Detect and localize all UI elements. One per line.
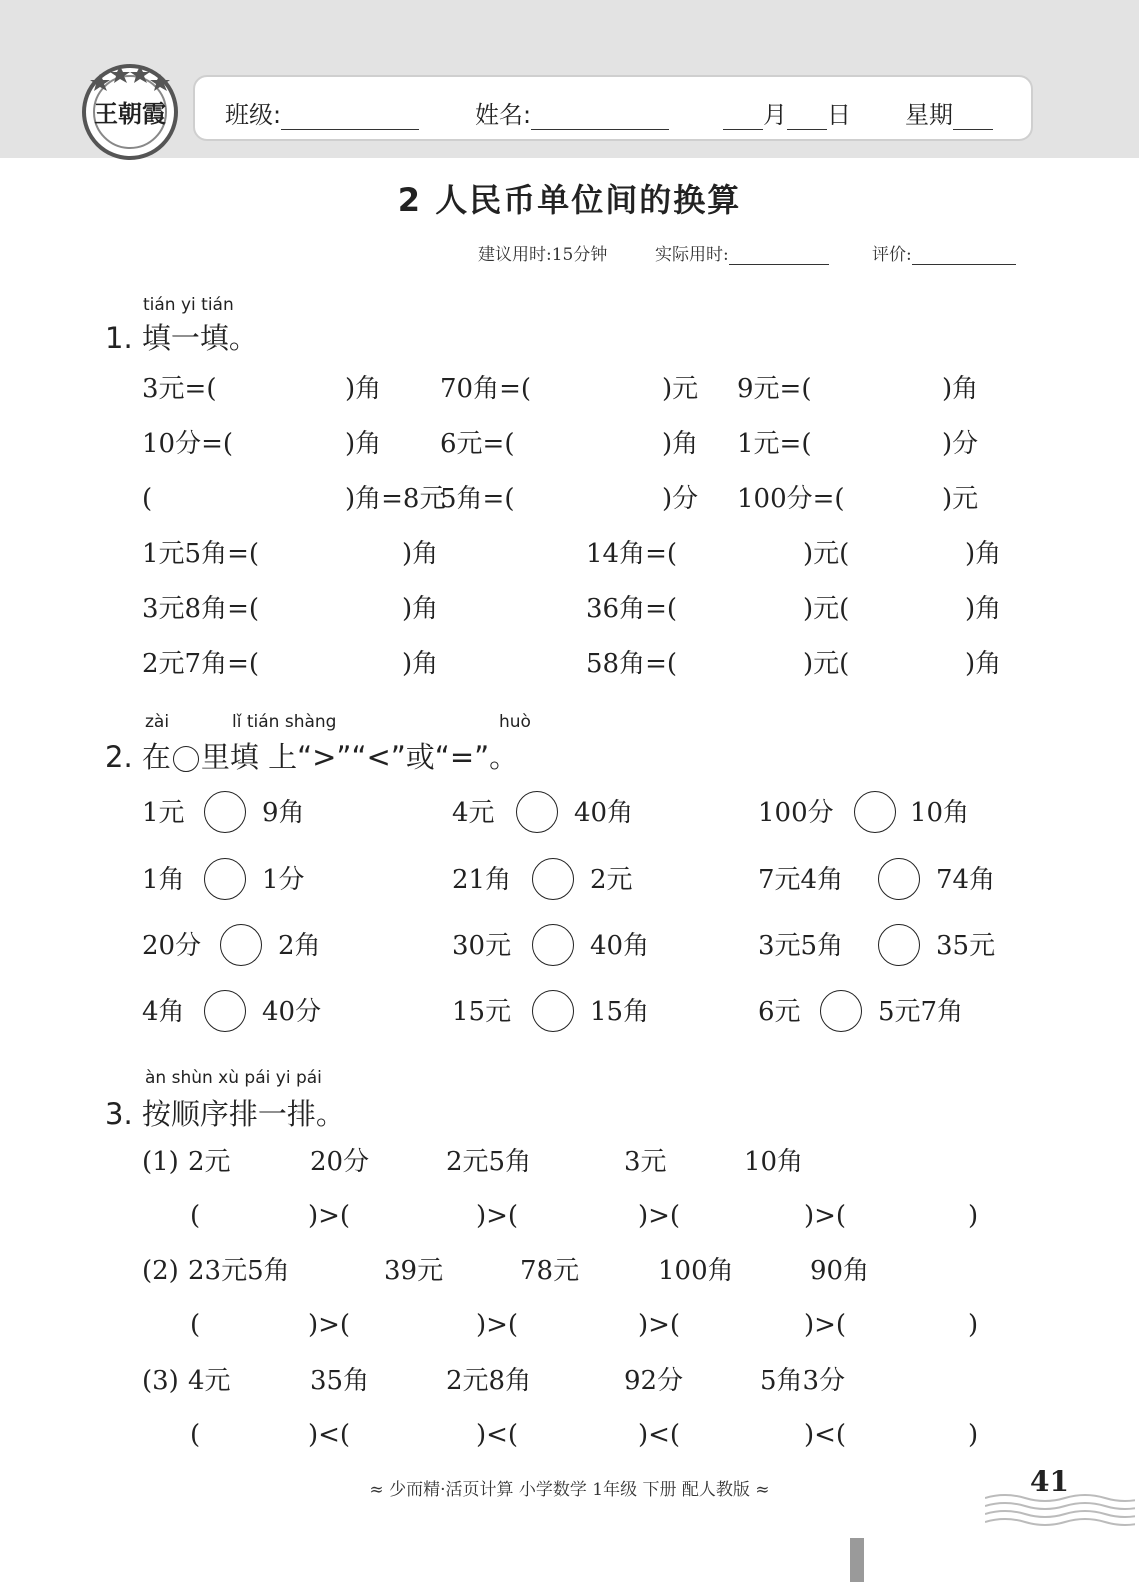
q3-answer-blank[interactable]: )<(	[308, 1420, 351, 1450]
q2-left-value: 1角	[142, 865, 185, 895]
q1-fill-text: 3元8角=(	[142, 594, 260, 624]
q3-item: 10角	[744, 1147, 804, 1177]
compare-circle[interactable]	[204, 858, 246, 900]
q3-answer-blank[interactable]: )<(	[804, 1420, 847, 1450]
q3-item: 2元5角	[446, 1147, 532, 1177]
compare-circle[interactable]	[516, 791, 558, 833]
q1-fill-text: )角=8元	[345, 484, 446, 514]
q3-item: 5角3分	[760, 1366, 846, 1396]
compare-circle[interactable]	[204, 791, 246, 833]
q1-fill-text: )元(	[803, 594, 850, 624]
name-field[interactable]: 姓名:	[475, 95, 669, 130]
q1-pinyin: tián yi tián	[143, 295, 234, 315]
q1-fill-text: )元	[662, 374, 699, 404]
compare-circle[interactable]	[532, 858, 574, 900]
compare-circle[interactable]	[204, 990, 246, 1032]
date-field[interactable]: 月 日	[723, 95, 851, 130]
q1-fill-text: )元(	[803, 649, 850, 679]
q1-fill-text: )角	[662, 429, 699, 459]
q2-left-value: 4元	[452, 798, 495, 828]
q3-answer-blank[interactable]: (	[190, 1310, 201, 1340]
q2-left-value: 20分	[142, 931, 202, 961]
q1-fill-text: )分	[942, 429, 979, 459]
q2-pinyin-li: lǐ tián shàng	[232, 712, 337, 732]
q2-left-value: 6元	[758, 997, 801, 1027]
q2-left-value: 3元5角	[758, 931, 844, 961]
q3-item: 3元	[624, 1147, 667, 1177]
q1-fill-text: (	[142, 484, 153, 514]
q1-fill-text: 5角=(	[440, 484, 515, 514]
q1-fill-text: )分	[662, 484, 699, 514]
q2-right-value: 40角	[574, 798, 634, 828]
q2-right-value: 2角	[278, 931, 321, 961]
q1-title: 1. 填一填。	[105, 321, 258, 355]
compare-circle[interactable]	[220, 924, 262, 966]
q3-item: 78元	[520, 1256, 580, 1286]
suggested-time: 建议用时:15分钟	[478, 245, 608, 265]
q1-fill-text: )元(	[803, 539, 850, 569]
q3-answer-blank[interactable]: )>(	[476, 1310, 519, 1340]
q1-fill-text: 2元7角=(	[142, 649, 260, 679]
q3-pinyin: àn shùn xù pái yi pái	[145, 1068, 322, 1088]
q2-left-value: 4角	[142, 997, 185, 1027]
q1-fill-text: 1元5角=(	[142, 539, 260, 569]
q2-right-value: 2元	[590, 865, 633, 895]
footer-text: ≈ 少而精·活页计算 小学数学 1年级 下册 配人教版 ≈	[369, 1480, 770, 1500]
q3-item: 39元	[384, 1256, 444, 1286]
q3-item: 2元8角	[446, 1366, 532, 1396]
q1-fill-text: )角	[345, 429, 382, 459]
q2-right-value: 10角	[910, 798, 970, 828]
q3-item: 90角	[810, 1256, 870, 1286]
q1-fill-text: 3元=(	[142, 374, 217, 404]
q3-item: 23元5角	[188, 1256, 290, 1286]
q2-pinyin-zai: zài	[145, 712, 170, 732]
q1-fill-text: 14角=(	[586, 539, 678, 569]
student-info-box	[193, 75, 1033, 141]
q1-fill-text: )角	[965, 649, 1002, 679]
q3-answer-blank[interactable]: )>(	[476, 1201, 519, 1231]
q3-answer-blank[interactable]: )<(	[476, 1420, 519, 1450]
q3-answer-blank[interactable]: )>(	[638, 1310, 681, 1340]
q1-fill-text: 36角=(	[586, 594, 678, 624]
q3-answer-blank[interactable]: )>(	[638, 1201, 681, 1231]
q3-answer-blank[interactable]: )>(	[308, 1201, 351, 1231]
q3-answer-blank[interactable]: (	[190, 1420, 201, 1450]
q3-item: 100角	[658, 1256, 734, 1286]
q3-group-label: (1)	[142, 1147, 179, 1177]
compare-circle[interactable]	[878, 858, 920, 900]
q1-fill-text: )角	[345, 374, 382, 404]
q3-answer-blank[interactable]: )>(	[804, 1310, 847, 1340]
q3-answer-blank[interactable]: (	[190, 1201, 201, 1231]
q1-fill-text: )角	[965, 539, 1002, 569]
q3-answer-blank[interactable]: )<(	[638, 1420, 681, 1450]
q3-group-label: (2)	[142, 1256, 179, 1286]
q2-right-value: 35元	[936, 931, 996, 961]
q3-item: 35角	[310, 1366, 370, 1396]
q2-pinyin-huo: huò	[499, 712, 531, 732]
q3-item: 2元	[188, 1147, 231, 1177]
compare-circle[interactable]	[820, 990, 862, 1032]
page-number: 41	[1030, 1465, 1069, 1498]
evaluation-field[interactable]: 评价:	[872, 240, 1016, 265]
q3-answer-blank[interactable]: )	[968, 1310, 979, 1340]
q3-answer-blank[interactable]: )>(	[308, 1310, 351, 1340]
svg-text:王朝霞: 王朝霞	[94, 99, 166, 128]
q3-answer-blank[interactable]: )>(	[804, 1201, 847, 1231]
q2-left-value: 21角	[452, 865, 512, 895]
wave-decoration-icon	[985, 1490, 1135, 1530]
compare-circle[interactable]	[854, 791, 896, 833]
q1-fill-text: )元	[942, 484, 979, 514]
q1-fill-text: 70角=(	[440, 374, 532, 404]
q2-left-value: 15元	[452, 997, 512, 1027]
q1-fill-text: )角	[942, 374, 979, 404]
actual-time-field[interactable]: 实际用时:	[655, 240, 829, 265]
q3-item: 4元	[188, 1366, 231, 1396]
q1-fill-text: 58角=(	[586, 649, 678, 679]
q2-title: 2. 在 里填 上“>”“<”或“=”。	[105, 740, 519, 774]
q2-right-value: 9角	[262, 798, 305, 828]
q3-title: 3. 按顺序排一排。	[105, 1097, 345, 1131]
q1-fill-text: 10分=(	[142, 429, 234, 459]
q2-right-value: 40角	[590, 931, 650, 961]
q3-answer-blank[interactable]: )	[968, 1201, 979, 1231]
q2-right-value: 5元7角	[878, 997, 964, 1027]
q3-item: 20分	[310, 1147, 370, 1177]
weekday-field[interactable]: 星期	[905, 95, 993, 130]
q2-right-value: 1分	[262, 865, 305, 895]
q2-left-value: 30元	[452, 931, 512, 961]
compare-circle[interactable]	[532, 924, 574, 966]
publisher-logo	[80, 60, 180, 160]
q1-fill-text: 9元=(	[737, 374, 812, 404]
compare-circle[interactable]	[532, 990, 574, 1032]
class-field[interactable]: 班级:	[225, 95, 419, 130]
q1-fill-text: )角	[965, 594, 1002, 624]
q3-answer-blank[interactable]: )	[968, 1420, 979, 1450]
q3-item: 92分	[624, 1366, 684, 1396]
q1-fill-text: 1元=(	[737, 429, 812, 459]
q2-left-value: 100分	[758, 798, 834, 828]
q2-left-value: 1元	[142, 798, 185, 828]
q1-fill-text: 6元=(	[440, 429, 515, 459]
q2-right-value: 15角	[590, 997, 650, 1027]
q2-right-value: 40分	[262, 997, 322, 1027]
q1-fill-text: )角	[402, 539, 439, 569]
q2-right-value: 74角	[936, 865, 996, 895]
q3-group-label: (3)	[142, 1366, 179, 1396]
q2-left-value: 7元4角	[758, 865, 844, 895]
q1-fill-text: )角	[402, 649, 439, 679]
page-title: 2 人民币单位间的换算	[397, 181, 742, 219]
q1-fill-text: )角	[402, 594, 439, 624]
page-edge-tab	[850, 1538, 864, 1582]
circle-icon	[173, 746, 199, 772]
q1-fill-text: 100分=(	[737, 484, 845, 514]
compare-circle[interactable]	[878, 924, 920, 966]
